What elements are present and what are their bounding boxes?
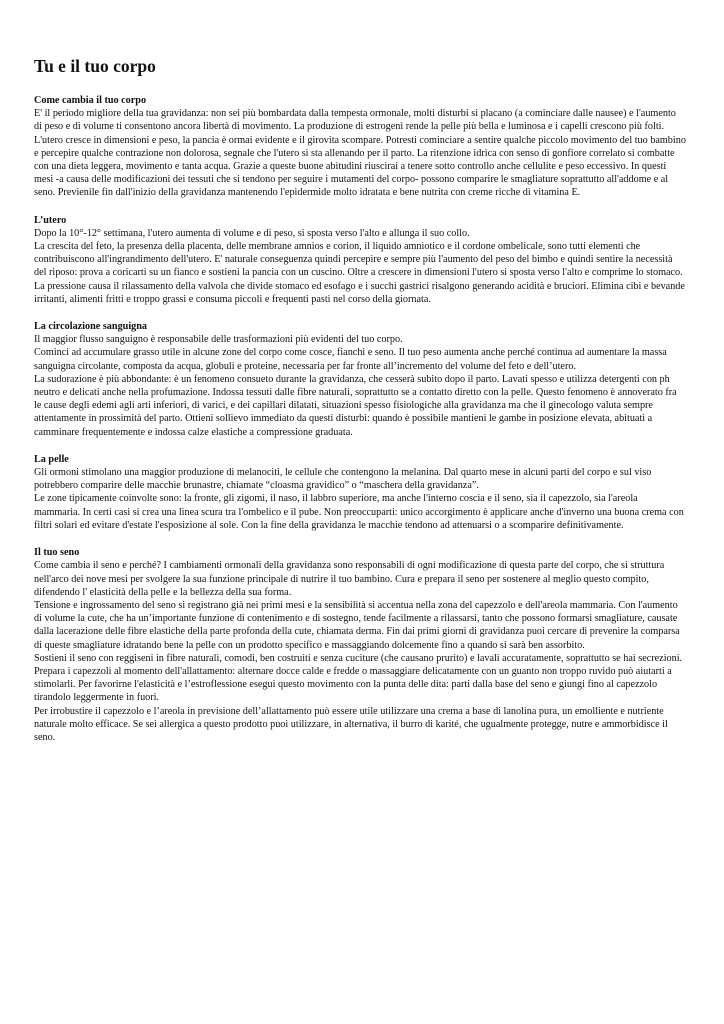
section-circolazione (34, 320, 686, 439)
paragraph: Prepara i capezzoli al momento dell'allattamento: alternare docce calde e fredde o massaggiare delicatamente con un guanto non troppo ruvido può aiutarti a stimolarli. Per favorirne l'elasticità e l’estroflessione esegui questo movimento con la punta delle dita: parti dalla base del seno e giungi fino al capezzolo tirandolo leggermente in fuori. (34, 665, 672, 704)
section-heading: Come cambia il tuo corpo (34, 95, 147, 106)
document-title: Tu e il tuo corpo (34, 56, 156, 76)
paragraph: Sostieni il seno con reggiseni in fibre naturali, comodi, ben costruiti e senza cuciture (che causano prurito) e lavali accuratamente, soprattutto se hai secrezioni. (34, 652, 683, 664)
section-heading: Il tuo seno (34, 547, 80, 559)
section-pelle (34, 453, 686, 532)
section-utero (34, 214, 686, 306)
section-heading: La pelle (34, 453, 69, 465)
section-come-cambia (34, 94, 686, 200)
paragraph: La crescita del feto, la presenza della placenta, delle membrane amnios e corion, il liquido amniotico e il cordone ombelicale, sono tutti elementi che contribuiscono all'ingrandimento dell'utero. E' naturale conseguenza quindi percepire e sempre più l'aumento del peso del bimbo e quindi sentire la necessità del riposo: prova a coricarti su un fianco e sostieni la pancia con un cuscino. Oltre a crescere in dimensioni l'utero si sposta verso l'alto e comprime lo stomaco. La pressione causa il rilassamento della valvola che divide stomaco ed esofago e i succhi gastrici risalgono generando acidità e bruciori. Elimina cibi e bevande irritanti, alimenti fritti e troppo grassi e consuma piccoli e frequenti pasti nel corso della giornata. (34, 241, 685, 305)
paragraph: Le zone tipicamente coinvolte sono: la fronte, gli zigomi, il naso, il labbro superiore, ma anche l'interno coscia e il seno, sia il capezzolo, sia l'areola mammaria. In certi casi si crea una linea scura tra l'ombelico e il pube. Non preoccuparti: unico accorgimento è applicare anche d'inverno una buona crema con filtri solari ed evitare d'estate l'esposizione al sole. Con la fine della gravidanza le macchie tendono ad attenuarsi o a scomparire definitivamente. (34, 493, 684, 531)
paragraph: E' il periodo migliore della tua gravidanza: non sei più bombardata dalla tempesta ormonale, molti disturbi si placano (a cominciare dalle nausee) e l'aumento di peso e di volume ti consentono ancora libertà di movimento. La produzione di estrogeni rende la pelle più bella e luminosa e i capelli crescono più folti. L'utero cresce in dimensioni e peso, la pancia è ormai evidente e il girovita scompare. Potresti cominciare a sentire qualche piccolo movimento del tuo bambino e percepire qualche contrazione non dolorosa, segnale che l'utero si sta allenando per il parto. La ritenzione idrica con senso di gonfiore correlato si combatte con una dieta leggera, movimento e tanta acqua. Grazie a queste buone abitudini riuscirai a tenere sotto controllo anche cellulite e peso eccessivo. In questi mesi -a causa delle modificazioni dei tessuti che si tendono per seguire i mutamenti del corpo- possono comparire le smagliature soprattutto all'addome e al seno. Previenile fin dall'inizio della gravidanza mantenendo l'epidermide molto idratata e bene nutrita con creme ricche di vitamina E. (34, 108, 686, 199)
paragraph: La sudorazione è più abbondante: è un fenomeno consueto durante la gravidanza, che cesserà subito dopo il parto. Lavati spesso e utilizza detergenti con ph neutro e delicati anche nella profumazione. Indossa tessuti dalle fibre naturali, soprattutto se a contatto diretto con la pelle. Questo fenomeno è annoverato fra le cause degli edemi agli arti inferiori, di varici, e dei capillari dilatati, situazioni spesso fisiologiche alla gravidanza ma che il ginecologo valuta sempre attentamente in prossimità del parto. Ottieni sollievo immediato da questi disturbi: quando è possibile mantieni le gambe in posizione elevata, abituati a camminare frequentemente e indossa calze elastiche a compressione graduata. (34, 373, 677, 438)
paragraph: Gli ormoni stimolano una maggior produzione di melanociti, le cellule che contengono la melanina. Dal quarto mese in alcuni parti del corpo e sul viso potrebbero comparire delle macchie brunastre, chiamate “cloasma gravidico” o “maschera della gravidanza”. (34, 467, 652, 492)
paragraph: Come cambia il seno e perché? I cambiamenti ormonali della gravidanza sono responsabili di ogni modificazione di questa parte del corpo, che si struttura nell'arco dei nove mesi per svolgere la sua funzione principale di nutrire il tuo bambino. Cura e prepara il seno per sostenere al meglio questo compito, difendendo l' elasticità della pelle e la bellezza della sua forma. (34, 560, 665, 598)
paragraph: Dopo la 10°-12° settimana, l'utero aumenta di volume e di peso, si sposta verso l'alto e allunga il suo collo. (34, 227, 470, 239)
paragraph: Cominci ad accumulare grasso utile in alcune zone del corpo come cosce, fianchi e seno. Il tuo peso aumenta anche perché continua ad aumentare la massa sanguigna circolante, composta da acqua, globuli e proteine, necessaria per far fronte all’incremento del volume del feto e dell’utero. (34, 347, 667, 372)
section-heading: La circolazione sanguigna (34, 321, 148, 333)
paragraph: Tensione e ingrossamento del seno si registrano già nei primi mesi e la sensibilità si accentua nella zona del capezzolo e dell'areola mammaria. Con l'aumento di volume la cute, che ha un’importante funzione di contenimento e di sostegno, tende facilmente a rilassarsi, tanto che possono formarsi smagliature, causate dalla lacerazione delle fibre elastiche della parte profonda della cute, chiamata derma. Fin dai primi giorni di gravidanza puoi cercare di prevenire la comparsa di queste smagliature idratando bene la pelle con un prodotto specifico e massaggiando dolcemente fino a quando si sarà ben assorbito. (34, 599, 680, 651)
section-heading: L’utero (34, 214, 67, 226)
paragraph: Il maggior flusso sanguigno è responsabile delle trasformazioni più evidenti del tuo corpo. (34, 334, 403, 346)
document-page (34, 55, 686, 758)
section-seno (34, 546, 686, 744)
paragraph: Per irrobustire il capezzolo e l’areola in previsione dell’allattamento può essere utile utilizzare una crema a base di lanolina pura, un emolliente e nutriente naturale molto efficace. Se sei allergica a questo prodotto puoi utilizzare, in alternativa, il burro di karité, che ugualmente protegge, nutre e ammorbidisce il seno. (34, 705, 668, 743)
